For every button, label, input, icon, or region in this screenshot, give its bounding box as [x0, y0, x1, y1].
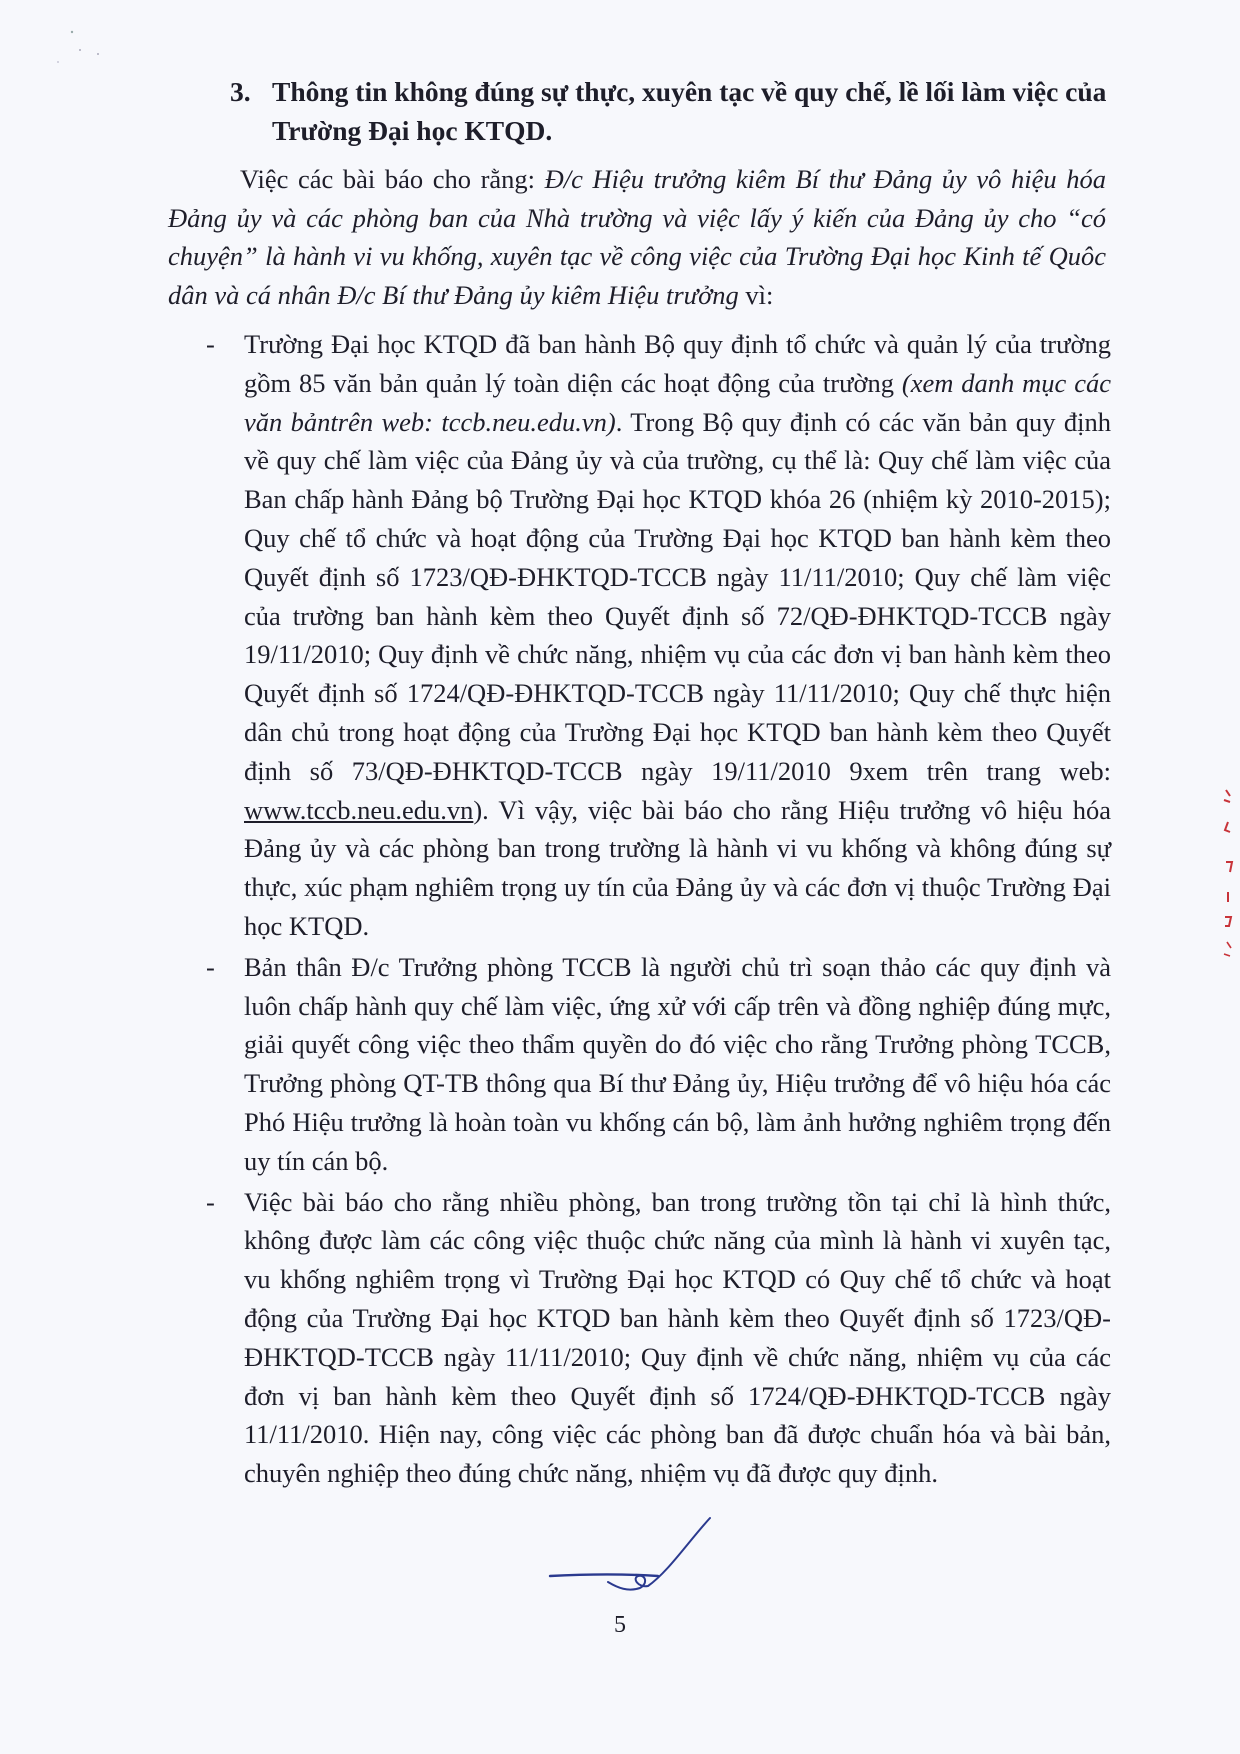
bullet2-text: Bản thân Đ/c Trưởng phòng TCCB là người chủ trì soạn thảo các quy định và luôn chấp hành quy chế làm việc, ứng xử với cấp trên và đồng nghiệp đúng mực, giải quyết công việc theo thẩm quyền do đó việc cho rằng Trưởng phòng TCCB, Trưởng phòng QT-TB thông qua Bí thư Đảng ủy, Hiệu trưởng để vô hiệu hóa các Phó Hiệu trưởng là hoàn toàn vu khống cán bộ, làm ảnh hưởng nghiêm trọng đến uy tín cán bộ. [244, 951, 1111, 1176]
bullet1-italic: (xem danh mục các văn bảntrên web: tccb.neu.edu.vn) [244, 367, 1111, 437]
section-number: 3. [230, 76, 251, 107]
red-stamp-edge [1218, 782, 1238, 982]
bullet1-text: Trường Đại học KTQD đã ban hành Bộ quy định tổ chức và quản lý của trường gồm 85 văn bản quản lý toàn diện các hoạt động của trường [244, 329, 1111, 398]
bullet-dash: - [206, 951, 215, 982]
section-heading [230, 72, 1110, 150]
page-number: 5 [614, 1612, 626, 1638]
intro-quote: Đ/c Hiệu trưởng kiêm Bí thư Đảng ủy vô hiệu hóa Đảng ủy và các phòng ban của Nhà trường và việc lấy ý kiến của Đảng ủy cho “có chuyện” là hành vi vu khống, xuyên tạc về công việc của Trường Đại học Kinh tế Quôc dân và cá nhân Đ/c Bí thư Đảng ủy kiêm Hiệu trưởng [168, 164, 1106, 310]
bullet1-text-3: ). Vì vậy, việc bài báo cho rằng Hiệu trưởng vô hiệu hóa Đảng ủy và các phòng ban trong trường là hành vi vu khống và không đúng sự thực, xúc phạm nghiêm trọng uy tín của Đảng ủy và các đơn vị thuộc Trường Đại học KTQD. [244, 794, 1111, 941]
initial-signature [548, 1512, 718, 1602]
scan-specks [20, 20, 120, 80]
intro-paragraph [168, 160, 1106, 314]
bullet3-text: Việc bài báo cho rằng nhiều phòng, ban trong trường tồn tại chỉ là hình thức, không được làm các công việc thuộc chức năng của mình là hành vi xuyên tạc, vu khống nghiêm trọng vì Trường Đại học KTQD có Quy chế tổ chức và hoạt động của Trường Đại học KTQD ban hành kèm theo Quyết định số 1723/QĐ-ĐHKTQD-TCCB ngày 11/11/2010; Quy định về chức năng, nhiệm vụ của các đơn vị ban hành kèm theo Quyết định số 1724/QĐ-ĐHKTQD-TCCB ngày 11/11/2010. Hiện nay, công việc các phòng ban đã được chuẩn hóa và bài bản, chuyên nghiệp theo đúng chức năng, nhiệm vụ đã được quy định. [244, 1186, 1111, 1489]
bullet-item [206, 1183, 1111, 1493]
bullet-dash: - [206, 329, 215, 359]
bullet-item [206, 948, 1111, 1181]
intro-lead: Việc các bài báo cho rằng: [240, 164, 545, 194]
bullet-list [206, 325, 1111, 1493]
section-title: Thông tin không đúng sự thực, xuyên tạc về quy chế, lề lối làm việc của Trường Đại học KTQD. [272, 76, 1107, 146]
bullet-item [206, 325, 1111, 946]
bullet-dash: - [206, 1186, 215, 1217]
website-link[interactable]: www.tccb.neu.edu.vn [244, 794, 474, 825]
intro-tail: vì: [738, 279, 774, 310]
bullet1-text-2: . Trong Bộ quy định có các văn bản quy định về quy chế làm việc của Đảng ủy và của trường, cụ thể là: Quy chế làm việc của Ban chấp hành Đảng bộ Trường Đại học KTQD khóa 26 (nhiệm kỳ 2010-2015); Quy chế tổ chức và hoạt động của Trường Đại học KTQD ban hành kèm theo Quyết định số 1723/QĐ-ĐHKTQD-TCCB ngày 11/11/2010; Quy chế làm việc của trường ban hành kèm theo Quyết định số 72/QĐ-ĐHKTQD-TCCB ngày 19/11/2010; Quy định về chức năng, nhiệm vụ của các đơn vị ban hành kèm theo Quyết định số 1724/QĐ-ĐHKTQD-TCCB ngày 11/11/2010; Quy chế thực hiện dân chủ trong hoạt động của Trường Đại học KTQD ban hành kèm theo Quyết định số 73/QĐ-ĐHKTQD-TCCB ngày 19/11/2010 9xem trên trang web: [244, 406, 1111, 786]
